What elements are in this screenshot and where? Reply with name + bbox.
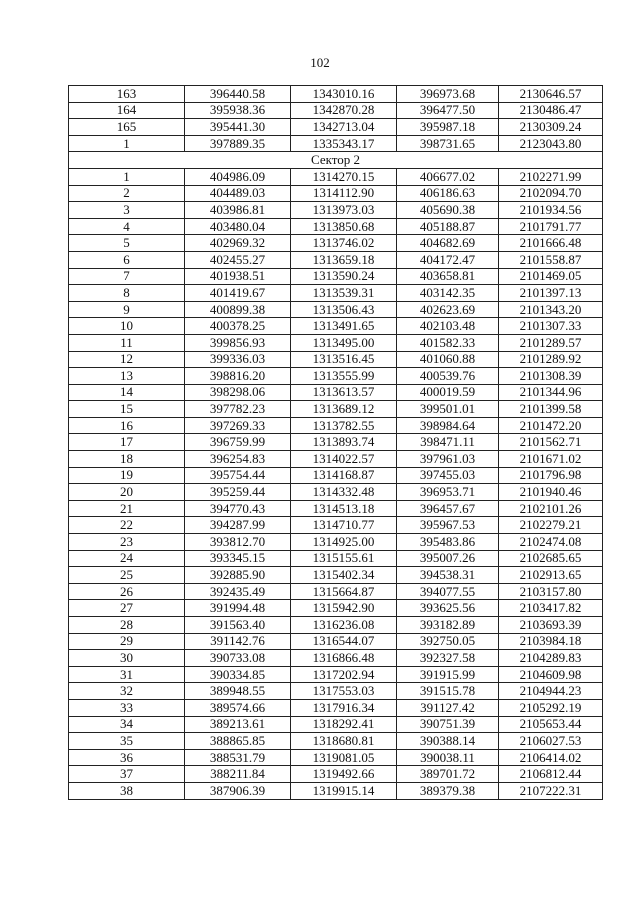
coordinate-cell: 1319081.05 [291, 749, 397, 766]
point-number-cell: 165 [69, 119, 185, 136]
coordinate-cell: 2101289.57 [499, 334, 603, 351]
coordinate-cell: 391563.40 [185, 617, 291, 634]
table-row [69, 749, 603, 766]
coordinate-cell: 1313516.45 [291, 351, 397, 368]
coordinate-cell: 1342870.28 [291, 102, 397, 119]
point-number-cell: 23 [69, 534, 185, 551]
coordinate-cell: 1317553.03 [291, 683, 397, 700]
table-row [69, 301, 603, 318]
table-row [69, 633, 603, 650]
coordinate-cell: 1314022.57 [291, 451, 397, 468]
table-row [69, 417, 603, 434]
coordinate-cell: 2101344.96 [499, 384, 603, 401]
point-number-cell: 12 [69, 351, 185, 368]
table-row [69, 550, 603, 567]
coordinate-cell: 2101289.92 [499, 351, 603, 368]
coordinate-cell: 402969.32 [185, 235, 291, 252]
coordinate-cell: 395483.86 [397, 534, 499, 551]
sector-title: Сектор 2 [69, 152, 603, 169]
coordinate-cell: 2103157.80 [499, 583, 603, 600]
point-number-cell: 15 [69, 401, 185, 418]
coordinate-cell: 400378.25 [185, 318, 291, 335]
coordinate-cell: 2104944.23 [499, 683, 603, 700]
table-row [69, 716, 603, 733]
table-row [69, 683, 603, 700]
table-row [69, 368, 603, 385]
point-number-cell: 36 [69, 749, 185, 766]
coordinate-cell: 395259.44 [185, 484, 291, 501]
coordinate-cell: 391915.99 [397, 666, 499, 683]
coordinate-cell: 393345.15 [185, 550, 291, 567]
coordinate-cell: 387906.39 [185, 782, 291, 799]
coordinate-cell: 1313893.74 [291, 434, 397, 451]
coordinate-cell: 2106027.53 [499, 733, 603, 750]
coordinate-cell: 390038.11 [397, 749, 499, 766]
point-number-cell: 14 [69, 384, 185, 401]
point-number-cell: 29 [69, 633, 185, 650]
coordinate-cell: 1317202.94 [291, 666, 397, 683]
coordinate-cell: 1314168.87 [291, 467, 397, 484]
table-row [69, 251, 603, 268]
coordinate-cell: 2102685.65 [499, 550, 603, 567]
point-number-cell: 17 [69, 434, 185, 451]
coordinate-cell: 2104609.98 [499, 666, 603, 683]
coordinate-cell: 1319915.14 [291, 782, 397, 799]
coordinate-cell: 1316866.48 [291, 650, 397, 667]
coordinate-cell: 405188.87 [397, 218, 499, 235]
coordinate-cell: 392750.05 [397, 633, 499, 650]
table-row [69, 202, 603, 219]
table-row [69, 500, 603, 517]
table-row [69, 451, 603, 468]
coordinate-cell: 1313973.03 [291, 202, 397, 219]
coordinate-cell: 404682.69 [397, 235, 499, 252]
coordinate-cell: 1318680.81 [291, 733, 397, 750]
coordinate-cell: 398471.11 [397, 434, 499, 451]
coordinate-cell: 396953.71 [397, 484, 499, 501]
coordinate-cell: 402455.27 [185, 251, 291, 268]
point-number-cell: 24 [69, 550, 185, 567]
coordinate-cell: 395967.53 [397, 517, 499, 534]
point-number-cell: 9 [69, 301, 185, 318]
table-row [69, 666, 603, 683]
coordinate-cell: 392435.49 [185, 583, 291, 600]
coordinate-cell: 396457.67 [397, 500, 499, 517]
coordinate-cell: 395441.30 [185, 119, 291, 136]
coordinate-cell: 1319492.66 [291, 766, 397, 783]
coordinate-cell: 1313689.12 [291, 401, 397, 418]
coordinate-cell: 2101671.02 [499, 451, 603, 468]
coordinate-cell: 2102271.99 [499, 168, 603, 185]
table-row [69, 534, 603, 551]
point-number-cell: 164 [69, 102, 185, 119]
coordinate-cell: 396477.50 [397, 102, 499, 119]
coordinate-cell: 401938.51 [185, 268, 291, 285]
table-row [69, 86, 603, 103]
coordinate-cell: 392885.90 [185, 567, 291, 584]
coordinate-cell: 391127.42 [397, 699, 499, 716]
coordinate-cell: 2101934.56 [499, 202, 603, 219]
coordinate-cell: 2101472.20 [499, 417, 603, 434]
coordinate-cell: 398298.06 [185, 384, 291, 401]
point-number-cell: 20 [69, 484, 185, 501]
coordinate-cell: 2105292.19 [499, 699, 603, 716]
table-row [69, 235, 603, 252]
coordinate-cell: 2101558.87 [499, 251, 603, 268]
coordinate-cell: 2101307.33 [499, 318, 603, 335]
coordinate-cell: 1335343.17 [291, 135, 397, 152]
coordinate-cell: 402623.69 [397, 301, 499, 318]
table-row [69, 467, 603, 484]
coordinate-cell: 401060.88 [397, 351, 499, 368]
coordinate-cell: 1318292.41 [291, 716, 397, 733]
coordinate-cell: 1313590.24 [291, 268, 397, 285]
point-number-cell: 4 [69, 218, 185, 235]
point-number-cell: 13 [69, 368, 185, 385]
coordinate-cell: 406186.63 [397, 185, 499, 202]
coordinate-cell: 391515.78 [397, 683, 499, 700]
table-row [69, 517, 603, 534]
coordinate-cell: 2101666.48 [499, 235, 603, 252]
point-number-cell: 163 [69, 86, 185, 103]
coordinate-cell: 1315942.90 [291, 600, 397, 617]
coordinate-cell: 2123043.80 [499, 135, 603, 152]
coordinate-cell: 2101397.13 [499, 285, 603, 302]
point-number-cell: 25 [69, 567, 185, 584]
table-row [69, 135, 603, 152]
coordinate-cell: 400019.59 [397, 384, 499, 401]
point-number-cell: 18 [69, 451, 185, 468]
coordinate-cell: 405690.38 [397, 202, 499, 219]
table-row [69, 318, 603, 335]
coordinate-cell: 1313782.55 [291, 417, 397, 434]
coordinate-cell: 396440.58 [185, 86, 291, 103]
coordinate-cell: 397269.33 [185, 417, 291, 434]
point-number-cell: 3 [69, 202, 185, 219]
coordinate-cell: 406677.02 [397, 168, 499, 185]
coordinate-cell: 388531.79 [185, 749, 291, 766]
table-row [69, 600, 603, 617]
coordinate-cell: 398984.64 [397, 417, 499, 434]
coordinate-cell: 2101796.98 [499, 467, 603, 484]
coordinate-cell: 2105653.44 [499, 716, 603, 733]
coordinate-cell: 1314710.77 [291, 517, 397, 534]
coordinate-cell: 395754.44 [185, 467, 291, 484]
coordinate-cell: 2130486.47 [499, 102, 603, 119]
coordinate-cell: 403986.81 [185, 202, 291, 219]
coordinate-cell: 1313495.00 [291, 334, 397, 351]
point-number-cell: 30 [69, 650, 185, 667]
table-row [69, 733, 603, 750]
coordinate-cell: 2101469.05 [499, 268, 603, 285]
coordinate-cell: 396254.83 [185, 451, 291, 468]
coordinate-cell: 393182.89 [397, 617, 499, 634]
coordinate-cell: 400899.38 [185, 301, 291, 318]
coordinate-cell: 403480.04 [185, 218, 291, 235]
coordinate-cell: 394287.99 [185, 517, 291, 534]
coordinate-cell: 392327.58 [397, 650, 499, 667]
sector-header-group [69, 152, 603, 169]
table-row [69, 334, 603, 351]
point-number-cell: 21 [69, 500, 185, 517]
coordinate-cell: 389213.61 [185, 716, 291, 733]
coordinate-cell: 1313506.43 [291, 301, 397, 318]
point-number-cell: 16 [69, 417, 185, 434]
coordinate-cell: 1317916.34 [291, 699, 397, 716]
coordinate-cell: 2101399.58 [499, 401, 603, 418]
point-number-cell: 22 [69, 517, 185, 534]
coordinate-cell: 2101791.77 [499, 218, 603, 235]
coordinate-cell: 401419.67 [185, 285, 291, 302]
coordinate-cell: 389574.66 [185, 699, 291, 716]
point-number-cell: 33 [69, 699, 185, 716]
sector-header-row [69, 152, 603, 169]
point-number-cell: 34 [69, 716, 185, 733]
coordinate-cell: 2103693.39 [499, 617, 603, 634]
coordinate-cell: 404172.47 [397, 251, 499, 268]
coordinate-cell: 401582.33 [397, 334, 499, 351]
coordinate-cell: 397961.03 [397, 451, 499, 468]
coordinate-cell: 398731.65 [397, 135, 499, 152]
coordinate-cell: 2104289.83 [499, 650, 603, 667]
point-number-cell: 2 [69, 185, 185, 202]
table-row [69, 218, 603, 235]
point-number-cell: 8 [69, 285, 185, 302]
coordinate-cell: 389948.55 [185, 683, 291, 700]
coordinate-cell: 1313539.31 [291, 285, 397, 302]
coordinate-cell: 2103984.18 [499, 633, 603, 650]
point-number-cell: 5 [69, 235, 185, 252]
table-row [69, 617, 603, 634]
table-row [69, 351, 603, 368]
coordinate-cell: 390751.39 [397, 716, 499, 733]
coordinate-cell: 2130309.24 [499, 119, 603, 136]
table-row [69, 268, 603, 285]
coordinate-cell: 2101562.71 [499, 434, 603, 451]
point-number-cell: 28 [69, 617, 185, 634]
point-number-cell: 37 [69, 766, 185, 783]
coordinate-cell: 1314332.48 [291, 484, 397, 501]
table-row [69, 766, 603, 783]
top-rows [69, 86, 603, 152]
coordinate-cell: 2102913.65 [499, 567, 603, 584]
table-row [69, 567, 603, 584]
coordinate-cell: 1313555.99 [291, 368, 397, 385]
coordinate-cell: 1313659.18 [291, 251, 397, 268]
coordinate-cell: 397889.35 [185, 135, 291, 152]
coordinate-cell: 390388.14 [397, 733, 499, 750]
coordinate-cell: 1315664.87 [291, 583, 397, 600]
coordinate-cell: 1314513.18 [291, 500, 397, 517]
coordinate-cell: 1313491.65 [291, 318, 397, 335]
coordinate-cell: 390733.08 [185, 650, 291, 667]
coordinate-cell: 394770.43 [185, 500, 291, 517]
coordinate-cell: 390334.85 [185, 666, 291, 683]
coordinate-cell: 1315402.34 [291, 567, 397, 584]
coordinate-cell: 2102094.70 [499, 185, 603, 202]
coordinate-cell: 400539.76 [397, 368, 499, 385]
point-number-cell: 35 [69, 733, 185, 750]
coordinate-cell: 395007.26 [397, 550, 499, 567]
point-number-cell: 10 [69, 318, 185, 335]
coordinate-cell: 397455.03 [397, 467, 499, 484]
coordinate-cell: 1314925.00 [291, 534, 397, 551]
coordinate-cell: 2101343.20 [499, 301, 603, 318]
coordinate-cell: 399856.93 [185, 334, 291, 351]
table-row [69, 168, 603, 185]
coordinate-cell: 394538.31 [397, 567, 499, 584]
coordinate-cell: 1343010.16 [291, 86, 397, 103]
coordinate-cell: 1313613.57 [291, 384, 397, 401]
coordinate-cell: 1314112.90 [291, 185, 397, 202]
coordinate-cell: 393625.56 [397, 600, 499, 617]
coordinate-cell: 395938.36 [185, 102, 291, 119]
table-row [69, 434, 603, 451]
coordinate-cell: 396973.68 [397, 86, 499, 103]
coordinate-cell: 1316236.08 [291, 617, 397, 634]
coordinate-cell: 404986.09 [185, 168, 291, 185]
coordinate-cell: 396759.99 [185, 434, 291, 451]
coordinate-cell: 388865.85 [185, 733, 291, 750]
table-row [69, 285, 603, 302]
point-number-cell: 26 [69, 583, 185, 600]
coordinate-cell: 388211.84 [185, 766, 291, 783]
point-number-cell: 38 [69, 782, 185, 799]
coordinate-cell: 1313746.02 [291, 235, 397, 252]
coordinate-cell: 389379.38 [397, 782, 499, 799]
table-row [69, 650, 603, 667]
table-row [69, 185, 603, 202]
coordinate-cell: 389701.72 [397, 766, 499, 783]
coordinate-cell: 2102474.08 [499, 534, 603, 551]
coordinate-cell: 2106812.44 [499, 766, 603, 783]
point-number-cell: 6 [69, 251, 185, 268]
table-row [69, 782, 603, 799]
coordinate-cell: 403142.35 [397, 285, 499, 302]
coordinate-cell: 399336.03 [185, 351, 291, 368]
coordinate-cell: 404489.03 [185, 185, 291, 202]
coordinate-cell: 2130646.57 [499, 86, 603, 103]
table-row [69, 401, 603, 418]
coordinate-cell: 1315155.61 [291, 550, 397, 567]
coordinate-cell: 2106414.02 [499, 749, 603, 766]
coordinates-table [68, 85, 603, 800]
point-number-cell: 11 [69, 334, 185, 351]
coordinate-cell: 402103.48 [397, 318, 499, 335]
coordinate-cell: 2101940.46 [499, 484, 603, 501]
table-row [69, 102, 603, 119]
coordinate-cell: 2103417.82 [499, 600, 603, 617]
point-number-cell: 1 [69, 168, 185, 185]
point-number-cell: 19 [69, 467, 185, 484]
coordinate-cell: 2101308.39 [499, 368, 603, 385]
coordinate-cell: 1313850.68 [291, 218, 397, 235]
coordinate-cell: 2102279.21 [499, 517, 603, 534]
coordinate-cell: 1342713.04 [291, 119, 397, 136]
coordinate-cell: 394077.55 [397, 583, 499, 600]
point-number-cell: 27 [69, 600, 185, 617]
coordinate-cell: 398816.20 [185, 368, 291, 385]
sector-rows [69, 168, 603, 799]
point-number-cell: 32 [69, 683, 185, 700]
coordinate-cell: 403658.81 [397, 268, 499, 285]
table-row [69, 484, 603, 501]
table-row [69, 583, 603, 600]
point-number-cell: 1 [69, 135, 185, 152]
point-number-cell: 7 [69, 268, 185, 285]
coordinate-cell: 397782.23 [185, 401, 291, 418]
coordinate-cell: 1316544.07 [291, 633, 397, 650]
coordinate-cell: 2107222.31 [499, 782, 603, 799]
coordinate-cell: 391994.48 [185, 600, 291, 617]
page-number: 102 [310, 55, 330, 70]
coordinate-cell: 393812.70 [185, 534, 291, 551]
coordinate-cell: 395987.18 [397, 119, 499, 136]
table-row [69, 384, 603, 401]
table-row [69, 699, 603, 716]
coordinate-cell: 2102101.26 [499, 500, 603, 517]
coordinate-cell: 391142.76 [185, 633, 291, 650]
table-row [69, 119, 603, 136]
coordinate-cell: 399501.01 [397, 401, 499, 418]
point-number-cell: 31 [69, 666, 185, 683]
coordinate-cell: 1314270.15 [291, 168, 397, 185]
